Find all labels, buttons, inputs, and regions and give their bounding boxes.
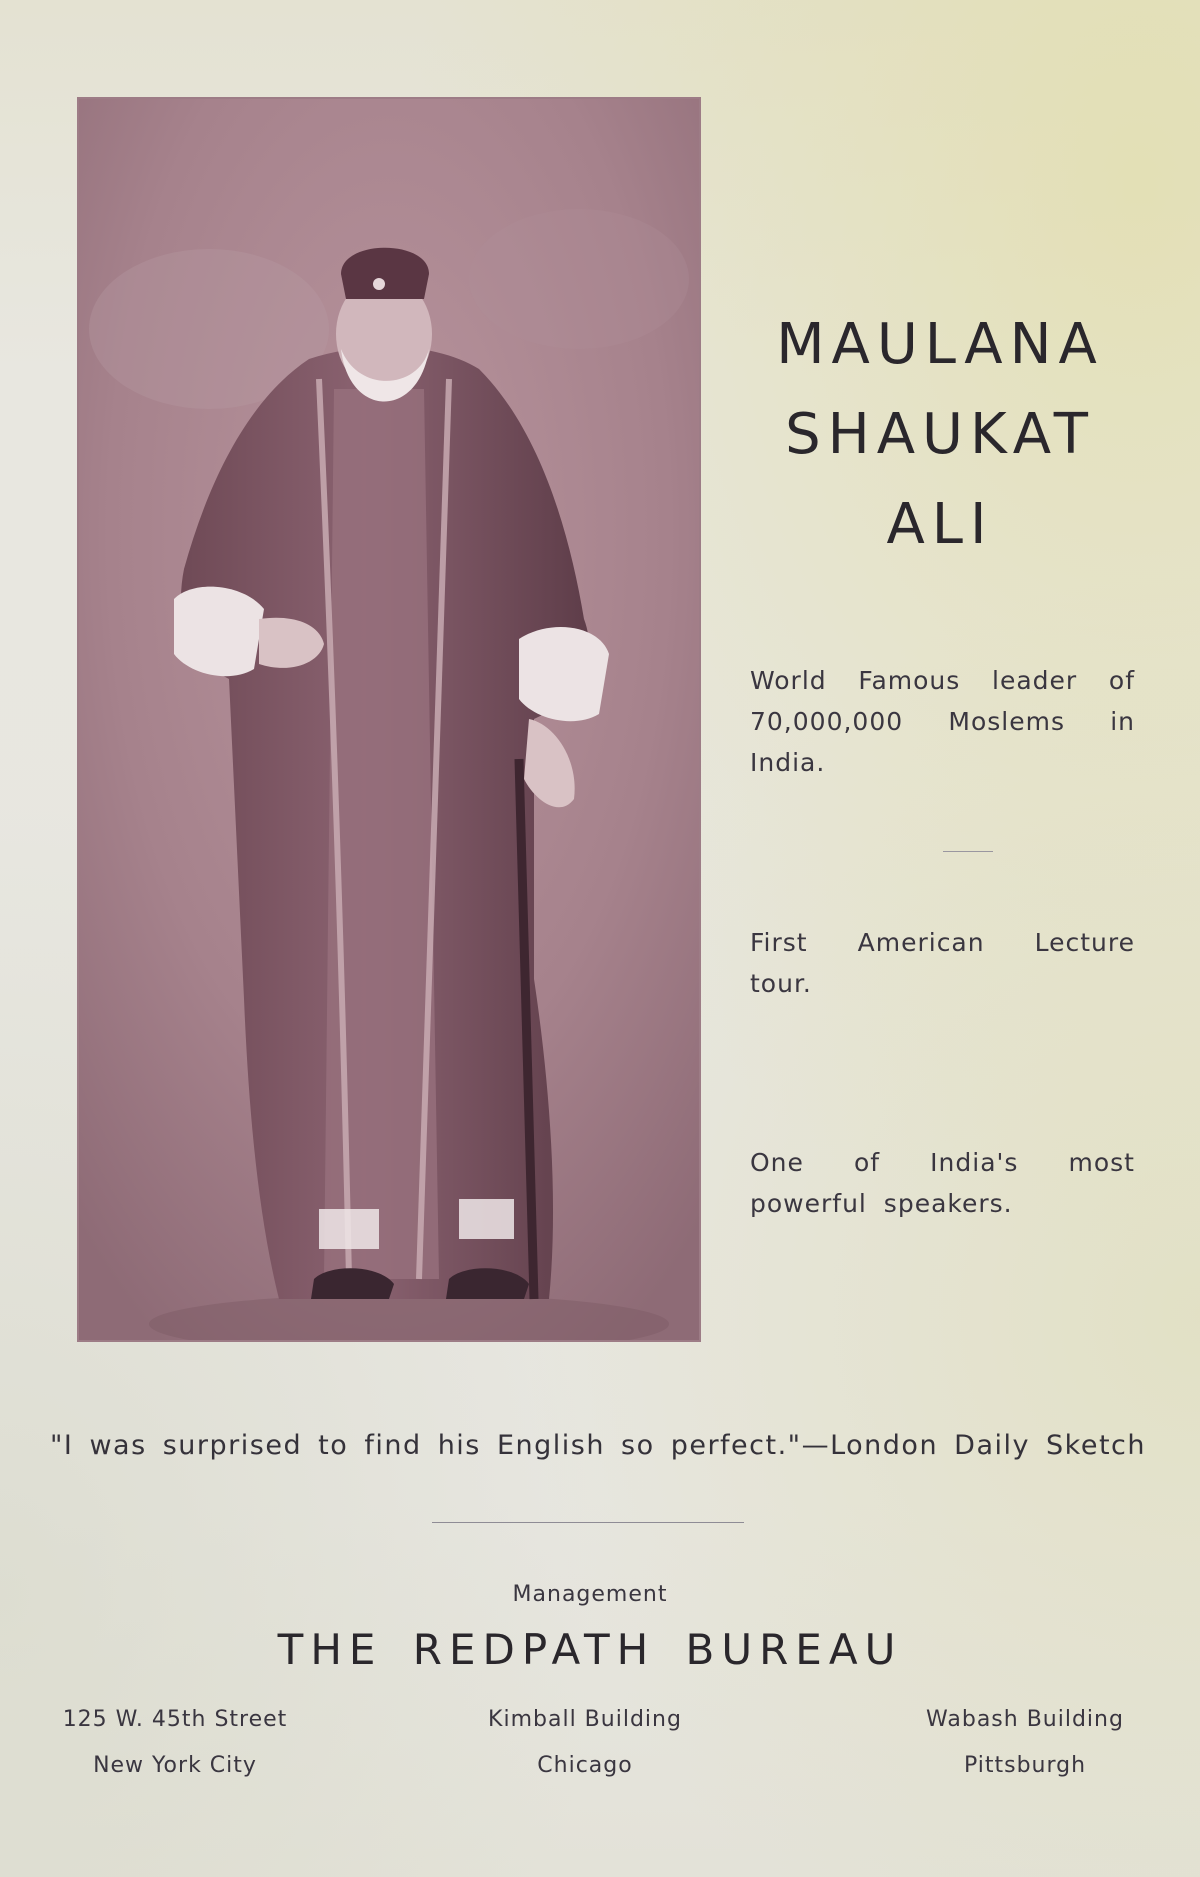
bureau-name: THE REDPATH BUREAU: [277, 1625, 903, 1674]
portrait-photo: [79, 99, 699, 1340]
office-pittsburgh: [890, 1697, 1160, 1789]
blurb-leader: World Famous leader of 70,000,000 Moslems in India.: [750, 666, 1135, 777]
office-city: Chicago: [537, 1753, 633, 1778]
divider-long: [432, 1522, 744, 1523]
title-line-3: ALI: [886, 492, 994, 557]
office-city: New York City: [93, 1753, 257, 1778]
blurb-speaker: One of India's most powerful speakers.: [750, 1148, 1135, 1218]
office-city: Pittsburgh: [963, 1753, 1087, 1778]
portrait-illustration: [79, 99, 699, 1340]
office-address: Kimball Building: [488, 1707, 682, 1732]
divider-short: [943, 851, 993, 852]
office-chicago: [450, 1697, 720, 1789]
title-line-2: SHAUKAT: [785, 402, 1095, 467]
press-quote: "I was surprised to find his English so perfect."—London Daily Sketch: [50, 1430, 1147, 1461]
office-address: 125 W. 45th Street: [62, 1707, 288, 1732]
speaker-name-title: [745, 300, 1135, 570]
blurb-lecture-tour: First American Lecture tour.: [750, 928, 1135, 998]
office-address: Wabash Building: [926, 1707, 1124, 1732]
title-line-1: MAULANA: [776, 312, 1104, 377]
office-new-york: [40, 1697, 310, 1789]
management-label: Management: [512, 1582, 668, 1607]
